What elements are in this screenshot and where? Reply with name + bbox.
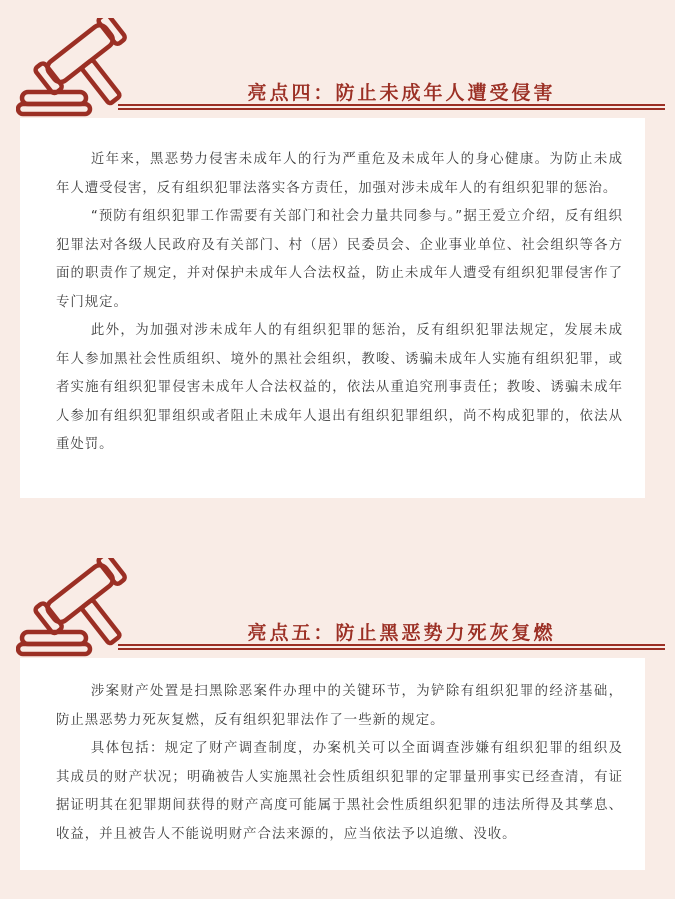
paragraph: 涉案财产处置是扫黑除恶案件办理中的关键环节，为铲除有组织犯罪的经济基础，防止黑恶势力死灰复燃，反有组织犯罪法作了一些新的规定。	[56, 684, 623, 728]
section-title: 亮点五：防止黑恶势力死灰复燃	[247, 622, 556, 644]
paragraph: 具体包括：规定了财产调查制度，办案机关可以全面调查涉嫌有组织犯罪的组织及其成员的财产状况；明确被告人实施黑社会性质组织犯罪的定罪量刑事实已经查清，有证据证明其在犯罪期间获得的财产高度可能属于黑社会性质组织犯罪的违法所得及其孳息、收益，并且被告人不能说明财产合法来源的，应当依法予以追缴、没收。	[56, 741, 623, 842]
paragraph: “预防有组织犯罪工作需要有关部门和社会力量共同参与。”据王爱立介绍，反有组织犯罪法对各级人民政府及有关部门、村（居）民委员会、企业事业单位、社会组织等各方面的职责作了规定，并对保护未成年人合法权益，防止未成年人遭受有组织犯罪侵害作了专门规定。	[56, 209, 623, 310]
paragraph: 近年来，黑恶势力侵害未成年人的行为严重危及未成年人的身心健康。为防止未成年人遭受侵害，反有组织犯罪法落实各方责任，加强对涉未成年人的有组织犯罪的惩治。	[56, 152, 623, 196]
content-card	[20, 118, 645, 498]
section-header	[0, 0, 675, 120]
content-card	[20, 658, 645, 870]
paragraph: 此外，为加强对涉未成年人的有组织犯罪的惩治，反有组织犯罪法规定，发展未成年人参加黑社会性质组织、境外的黑社会组织，教唆、诱骗未成年人实施有组织犯罪，或者实施有组织犯罪侵害未成年人合法权益的，依法从重追究刑事责任；教唆、诱骗未成年人参加有组织犯罪组织或者阻止未成年人退出有组织犯罪组织，尚不构成犯罪的，依法从重处罚。	[56, 323, 623, 452]
section-header	[0, 540, 675, 660]
section-highlight-five	[0, 540, 675, 842]
section-title: 亮点四：防止未成年人遭受侵害	[247, 82, 556, 104]
title-bar	[118, 66, 665, 110]
title-bar	[118, 606, 665, 650]
title-underline	[118, 104, 665, 110]
title-underline	[118, 644, 665, 650]
